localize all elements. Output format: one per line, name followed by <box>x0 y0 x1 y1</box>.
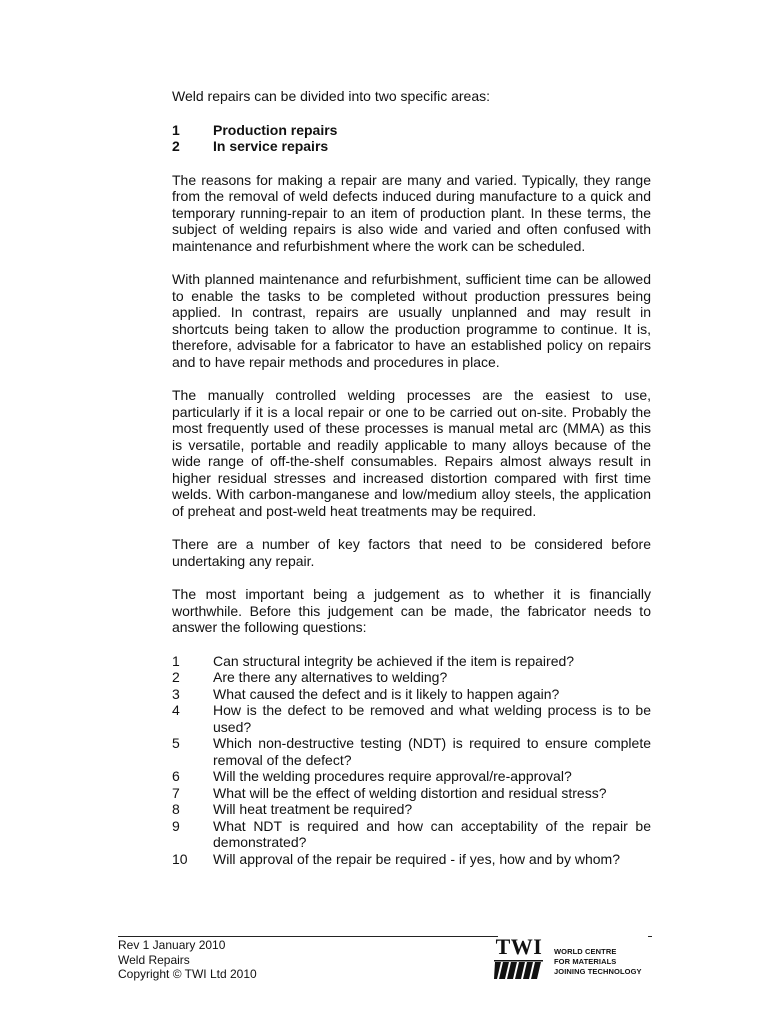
list-item <box>172 653 651 670</box>
list-item-label: In service repairs <box>213 138 329 154</box>
logo-tagline-line: FOR MATERIALS <box>554 957 617 966</box>
paragraph: The manually controlled welding processes are the easiest to use, particularly if it is a local repair or one to be carried out on-site. Probably the most frequently used of these processes is manual metal arc (MMA) as this is versatile, portable and readily applicable to many alloys because of the wide range of off-the-shelf consumables. Repairs almost always result in higher residual stresses and increased distortion compared with first time welds. With carbon-manganese and low/medium alloy steels, the application of preheat and post-weld heat treatments may be required. <box>172 387 651 519</box>
list-item <box>172 702 651 735</box>
repair-types-list <box>172 122 651 155</box>
list-item <box>172 785 651 802</box>
list-item <box>172 122 651 139</box>
footer-divider-dash <box>648 936 652 937</box>
list-item-number: 8 <box>172 801 180 817</box>
list-item-number: 9 <box>172 817 180 834</box>
list-item-label: Production repairs <box>213 121 338 138</box>
list-item-text: What caused the defect and is it likely to happen again? <box>213 685 560 702</box>
list-item-text: How is the defect to be removed and what welding process is to be used? <box>213 702 651 735</box>
list-item <box>172 138 651 155</box>
list-item-text: Will heat treatment be required? <box>213 801 413 817</box>
list-item-number: 2 <box>172 669 180 685</box>
logo-wordmark: TWI <box>495 934 543 959</box>
questions-list <box>172 653 651 868</box>
list-item-number: 5 <box>172 735 180 751</box>
list-item-text: What will be the effect of welding distortion and residual stress? <box>213 784 607 801</box>
logo-stripes-icon <box>494 938 544 980</box>
intro-text: Weld repairs can be divided into two specific areas: <box>172 88 491 104</box>
twi-logo <box>494 934 654 980</box>
list-item-number: 10 <box>172 850 188 867</box>
paragraph: The reasons for making a repair are many and varied. Typically, they range from the removal of weld defects induced during manufacture to a quick and temporary running-repair to an item of production plant. In these terms, the subject of welding repairs is also wide and varied and often confused with maintenance and refurbishment where the work can be scheduled. <box>172 171 651 254</box>
list-item <box>172 851 651 868</box>
paragraph: With planned maintenance and refurbishment, sufficient time can be allowed to enable the tasks to be completed without production pressures being applied. In contrast, repairs are usually unplanned and may result in shortcuts being taken to allow the production programme to continue. It is, therefore, advisable for a fabricator to have an established policy on repairs and to have repair methods and procedures in place. <box>172 271 651 370</box>
list-item <box>172 669 651 686</box>
list-item-number: 1 <box>172 652 180 669</box>
list-item-text: Will approval of the repair be required - if yes, how and by whom? <box>213 850 620 867</box>
list-item-number: 6 <box>172 768 180 784</box>
list-item-text: Which non-destructive testing (NDT) is required to ensure complete removal of the defect? <box>213 735 651 768</box>
list-item-number: 4 <box>172 702 180 718</box>
list-item-text: Can structural integrity be achieved if the item is repaired? <box>213 652 575 669</box>
list-item-number: 2 <box>172 138 180 154</box>
footer-revision: Rev 1 January 2010 <box>118 938 226 952</box>
list-item-text: Will the welding procedures require approval/re-approval? <box>213 768 572 784</box>
footer-section: Weld Repairs <box>118 952 190 967</box>
list-item <box>172 801 651 818</box>
footer-divider <box>118 936 498 937</box>
list-item <box>172 768 651 785</box>
list-item <box>172 818 651 851</box>
page-content <box>172 88 651 867</box>
logo-tagline-line: JOINING TECHNOLOGY <box>554 967 642 976</box>
list-item-text: What NDT is required and how can acceptability of the repair be demonstrated? <box>213 817 651 850</box>
list-item-text: Are there any alternatives to welding? <box>213 669 448 685</box>
paragraph: The most important being a judgement as to whether it is financially worthwhile. Before this judgement can be made, the fabricator needs to answer the following questions: <box>172 586 651 635</box>
footer-copyright: Copyright © TWI Ltd 2010 <box>118 967 257 981</box>
list-item-number: 7 <box>172 784 180 801</box>
list-item <box>172 686 651 703</box>
paragraph: There are a number of key factors that need to be considered before undertaking any repair. <box>172 536 651 569</box>
footer <box>118 938 257 982</box>
list-item <box>172 735 651 768</box>
logo-tagline-line: WORLD CENTRE <box>554 947 617 956</box>
list-item-number: 3 <box>172 685 180 702</box>
list-item-number: 1 <box>172 121 180 138</box>
logo-tagline <box>554 947 642 977</box>
